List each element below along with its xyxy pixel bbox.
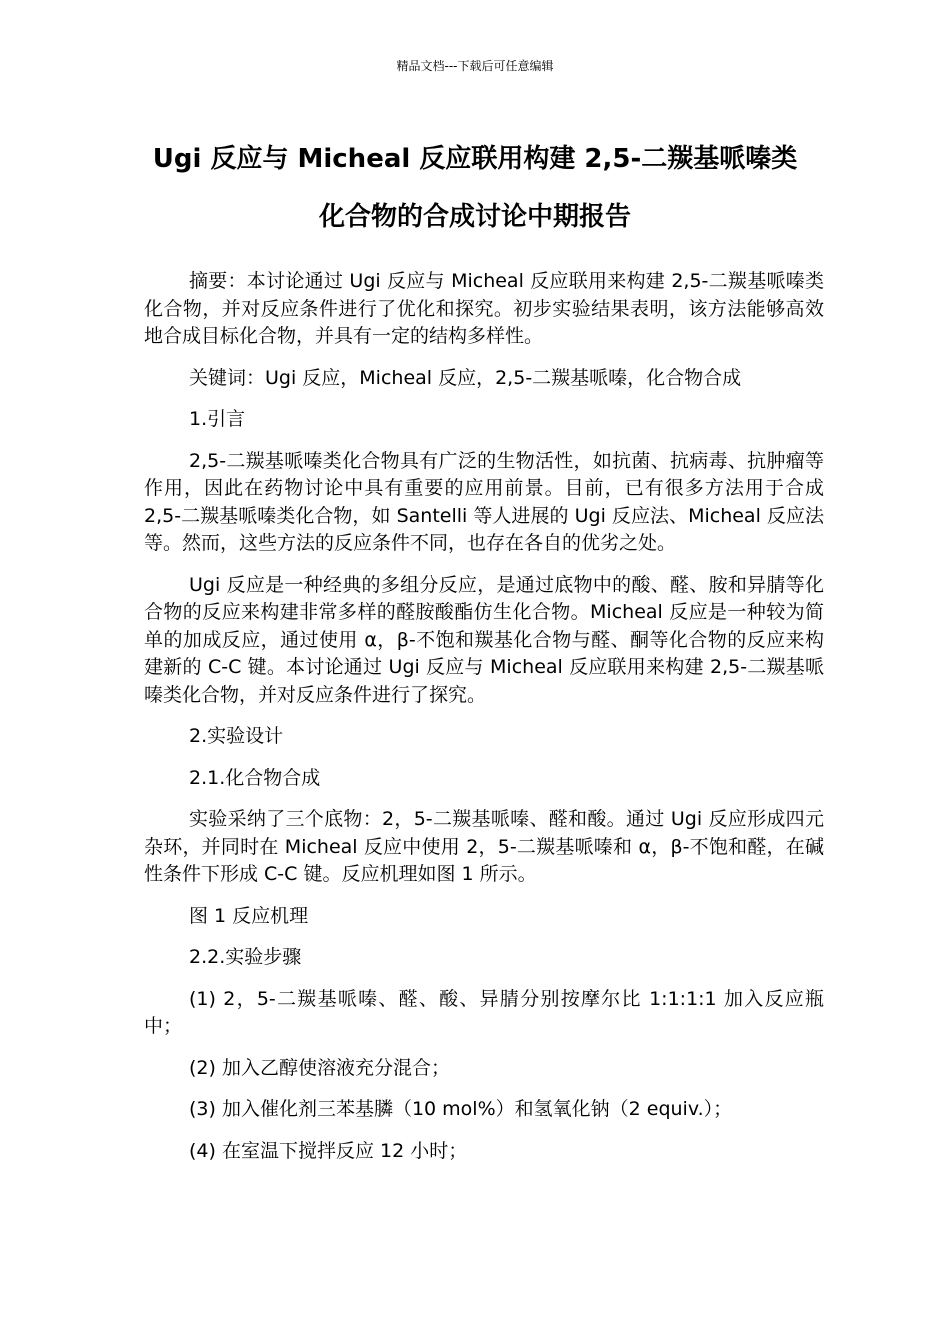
section-heading-experiment-design: 2.实验设计 (189, 725, 284, 747)
figure-caption: 图 1 反应机理 (189, 904, 309, 927)
intro-paragraph-1: 2,5-二羰基哌嗪类化合物具有广泛的生物活性，如抗菌、抗病毒、抗肿瘤等作用，因此在药物讨论中具有重要的应用前景。目前，已有很多方法用于合成 2,5-二羰基哌嗪类化合物，如 Santelli 等人进展的 Ugi 反应法、Micheal 反应法等。然而，这些方法的反应条件不同，也存在各自的优劣之处。 (144, 449, 824, 554)
title-line-2: 化合物的合成讨论中期报告 (318, 202, 631, 232)
intro-paragraph-2: Ugi 反应是一种经典的多组分反应，是通过底物中的酸、醛、胺和异腈等化合物的反应来构建非常多样的醛胺酸酯仿生化合物。Micheal 反应是一种较为简单的加成反应，通过使用 α，β-不饱和羰基化合物与醛、酮等化合物的反应来构建新的 C-C 键。本讨论通过 Ugi 反应与 Micheal 反应联用来构建 2,5-二羰基哌嗪类化合物，并对反应条件进行了探究。 (144, 573, 824, 706)
document-title (0, 130, 950, 246)
procedure-step-1: (1) 2，5-二羰基哌嗪、醛、酸、异腈分别按摩尔比 1:1:1:1 加入反应瓶中； (144, 987, 824, 1037)
synthesis-paragraph: 实验采纳了三个底物：2，5-二羰基哌嗪、醛和酸。通过 Ugi 反应形成四元杂环，并同时在 Micheal 反应中使用 2，5-二羰基哌嗪和 α，β-不饱和醛，在碱性条件下形成 C-C 键。反应机理如图 1 所示。 (144, 808, 824, 885)
page-header-note: 精品文档---下载后可任意编辑 (396, 59, 554, 73)
procedure-step-4: (4) 在室温下搅拌反应 12 小时； (189, 1139, 468, 1162)
title-line-1: Ugi 反应与 Micheal 反应联用构建 2,5-二羰基哌嗪类 (152, 144, 798, 174)
keywords-paragraph: 关键词：Ugi 反应，Micheal 反应，2,5-二羰基哌嗪，化合物合成 (189, 366, 742, 389)
document-body (144, 268, 824, 1179)
procedure-step-2: (2) 加入乙醇使溶液充分混合； (189, 1056, 450, 1079)
procedure-step-3: (3) 加入催化剂三苯基膦（10 mol%）和氢氧化钠（2 equiv.）； (189, 1098, 733, 1120)
abstract-paragraph: 摘要：本讨论通过 Ugi 反应与 Micheal 反应联用来构建 2,5-二羰基哌嗪类化合物，并对反应条件进行了优化和探究。初步实验结果表明，该方法能够高效地合成目标化合物，并具有一定的结构多样性。 (144, 270, 824, 347)
subsection-heading-procedure: 2.2.实验步骤 (189, 946, 302, 968)
section-heading-introduction: 1.引言 (189, 408, 246, 430)
subsection-heading-synthesis: 2.1.化合物合成 (189, 766, 321, 789)
